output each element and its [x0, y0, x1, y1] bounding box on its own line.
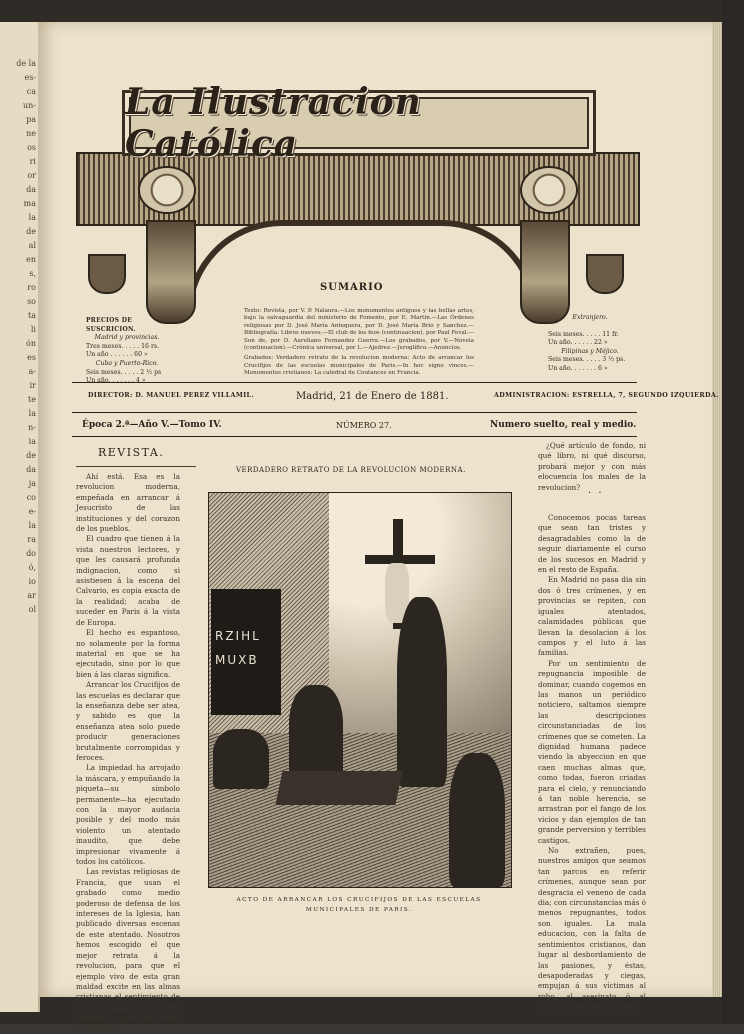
prices-right — [548, 314, 632, 374]
left-page-edge — [0, 22, 40, 1012]
left-page-text-fragment: ca — [26, 87, 36, 96]
left-page-text-fragment: en — [26, 255, 36, 264]
bracket-left — [146, 220, 196, 324]
left-page-text-fragment: n- — [28, 423, 36, 432]
gothic-arch — [186, 220, 538, 316]
left-page-text-fragment: ta — [28, 311, 36, 320]
right-column — [538, 441, 646, 1013]
right-paragraph: Conocemos pocas tareas que sean tan tristes y desagradables como la de seguir diariamente el curso de los sucesos en Madrid y en el resto de España. — [538, 513, 646, 575]
pendant-left — [88, 254, 126, 294]
illustration-title: VERDADERO RETRATO DE LA REVOLUCION MODERNA. — [236, 466, 466, 474]
price-row: Un año. . . . . . . 4 » — [86, 377, 146, 385]
left-page-text-fragment: pa — [26, 115, 36, 124]
cuba-label: Cuba y Puerto-Rico. — [95, 359, 159, 367]
left-page-text-fragment: ro — [27, 283, 36, 292]
right-paragraph: Por un sentimiento de repugnancia imposible de dominar, cuando cogemos en las manos un periódico noticiero, saltamos siempre las descripciones circunstanciadas de los crímenes que se cometen. La dignidad humana padece viendo la abyeccion en que caen muchas almas que, como todas, fueron criadas para el cielo, y renunciando á tan noble herencia, se arrastran por el fango de los vicios y dan ejemplos de tan grande perversion y terribles castigos. — [538, 658, 646, 845]
issue-number: NÚMERO 27. — [336, 421, 392, 430]
left-page-text-fragment: ar — [27, 591, 36, 600]
left-page-text-fragment: es — [27, 353, 36, 362]
scan-margin — [722, 0, 744, 1024]
left-page-text-fragment: ri — [29, 157, 36, 166]
left-page-text-fragment: la — [28, 213, 36, 222]
masthead — [76, 60, 636, 250]
left-page-text-fragment: ra — [27, 535, 36, 544]
right-paragraph: En Madrid no pasa dia sin dos ó tres crímenes, y en provincias se repiten, con iguales atentados, calamidades públicas que llevan la desolacion á los campos y el luto á las familias. — [538, 575, 646, 658]
left-page-text-fragment: ir — [29, 381, 36, 390]
left-page-text-fragment: co — [26, 493, 36, 502]
director: DIRECTOR: D. MANUEL PEREZ VILLAMIL. — [88, 392, 254, 399]
left-page-text-fragment: ol — [28, 605, 36, 614]
prices-left — [86, 317, 168, 386]
revista-heading-rule — [76, 466, 196, 467]
left-page-text-fragment: un- — [22, 101, 36, 110]
price-row: Seis meses. . . . . 2 ½ ps — [86, 368, 162, 376]
left-page-text-fragment: ó, — [28, 563, 36, 572]
blackboard-text: RZIHL — [215, 629, 261, 643]
left-page-text-fragment: s, — [29, 269, 36, 278]
publication-title: La Ilustracion Católica — [125, 81, 422, 165]
prices-heading: PRECIOS DE SUSCRICION. — [86, 317, 136, 333]
sumario-grabados: Grabados: Verdadero retrato de la revolucion moderna: Acto de arrancar los Crucifijos de las escuelas municipales de Paris.—In hoc signo vinces.—Monumentos cristianos: La catedral de Coutances en Francia. — [244, 355, 474, 377]
left-page-text-fragment: de — [26, 451, 36, 460]
sumario-texto: Texto: Revista, por V. P. Nalaura.—Los monumentos antiguos y las bellas artes, bajo la salvaguardia del ministerio de Fomento, por E. Martin.—Las Órdenes religiosas por D. José María Antequera, por D. José María Brio y Sanchez.—Bibliografía: Libros nuevos.—El club de los feos (continuacion), por Paul Feval.—Son de, por D. Aureliano Fernandez Guerra.—Los grabados, por V.—Novela (continuacion).—Crónica universal, por L.—Ajedrez.—Jeroglífico.—Anuncios. — [244, 308, 474, 352]
issue-date: Madrid, 21 de Enero de 1881. — [296, 391, 449, 402]
left-page-text-fragment: so — [27, 297, 36, 306]
left-page-text-fragment: da — [26, 185, 36, 194]
left-page-text-fragment: ma — [23, 199, 36, 208]
medallion-left — [138, 166, 196, 214]
madrid-label: Madrid y provincias. — [94, 334, 160, 342]
left-page-text-fragment: a- — [28, 367, 36, 376]
price-row: Tres meses. . . . . 16 rs. — [86, 342, 160, 350]
left-page-text-fragment: os — [27, 143, 36, 152]
left-page-text-fragment: li — [30, 325, 36, 334]
left-page-text-fragment: e- — [28, 507, 36, 516]
left-page-text-fragment: es- — [24, 73, 36, 82]
section-divider-dots: · · — [588, 488, 604, 499]
rule-middle — [72, 412, 637, 413]
left-page-text-fragment: ja — [28, 479, 36, 488]
administracion: ADMINISTRACION: ESTRELLA, 7, SEGUNDO IZQUIERDA. — [494, 392, 719, 399]
price-row: Seis meses. . . . . 11 fr. — [548, 330, 619, 338]
revista-paragraph: La impiedad ha arrojado la máscara, y empuñando la piqueta—su símbolo permanente—ha ejecutado con la mayor audacia posible y del modo más violento un atentado inaudito, que debe impresionar vivamente á todos los católicos. — [76, 763, 180, 867]
rule-top — [72, 382, 637, 383]
left-page-text-fragment: de — [26, 227, 36, 236]
left-page-text-fragment: al — [28, 241, 36, 250]
price-row: Un año. . . . . . 22 » — [548, 339, 608, 347]
rule-bottom — [72, 436, 637, 437]
teacher-desk — [275, 771, 402, 805]
pendant-right — [586, 254, 624, 294]
revista-paragraph: El cuadro que tienen á la vista nuestros lectores, y que les causará profunda indignacion, como si asistiesen á la escena del Calvario, es copia exacta de la realidad; acaba de suceder en Paris á la vista de Europa. — [76, 534, 180, 627]
left-page-text-fragment: or — [27, 171, 36, 180]
illustration-caption: ACTO DE ARRANCAR LOS CRUCIFIJOS DE LAS ESCUELAS MUNICIPALES DE PARIS. — [236, 897, 482, 913]
revista-paragraph: Arrancar los Crucifijos de las escuelas es declarar que la enseñanza debe ser atea, y sabido es que la enseñanza atea solo puede producir generaciones brutalmente corrompidas y feroces. — [76, 680, 180, 762]
price-row: Seis meses. . . . . 3 ½ ps. — [548, 356, 626, 364]
sumario-text — [244, 308, 474, 381]
revista-heading: REVISTA. — [98, 446, 165, 459]
left-page-text-fragment: de la — [16, 59, 36, 68]
man-on-ladder — [397, 597, 447, 787]
left-page-text-fragment: do — [26, 549, 36, 558]
extranjero-label: Extranjero. — [572, 314, 608, 321]
bracket-right — [520, 220, 570, 324]
title-band — [122, 81, 596, 165]
left-page-text-fragment: la — [28, 521, 36, 530]
left-page-text-fragment: ia — [28, 437, 36, 446]
page-stack-edge — [712, 22, 722, 997]
left-page-text-fragment: io — [28, 577, 36, 586]
left-page-text-fragment: la — [28, 409, 36, 418]
left-page-text-fragment: da — [26, 465, 36, 474]
filipinas-label: Filipinas y Méjico. — [561, 347, 619, 355]
engraving-illustration — [208, 492, 512, 888]
medallion-right — [520, 166, 578, 214]
left-page-text-fragment: ón — [26, 339, 36, 348]
man-pointing — [289, 685, 343, 781]
left-page-text-fragment: te — [28, 395, 36, 404]
engraving-blackboard — [211, 589, 281, 715]
man-right — [449, 753, 505, 887]
blackboard-text: MUXB — [215, 653, 259, 667]
numero-suelto: Numero suelto, real y medio. — [490, 420, 637, 430]
children-group — [213, 729, 269, 789]
right-intro: ¿Qué artículo de fondo, ni qué libro, ni qué discurso, probará mejor y con más elocuencia los males de la revolucion? — [538, 441, 646, 492]
revista-paragraph: Ahí está. Esa es la revolucion moderna, empeñada en arrancar á Jesucristo de las instituciones y del corazon de los pueblos. — [76, 472, 180, 534]
price-row: Un año . . . . . . 60 » — [86, 351, 148, 359]
revista-paragraph: Las revistas religiosas de Francia, que usan el grabado como medio poderoso de defensa de los intereses de la Iglesia, han publicado diversas escenas de este atentado. Nosotros hemos escogido el que mejor retrata á la revolucion, para que el ejemplo vivo de esta gran maldad excite en las almas cristianas el sentimiento de la fé ultrajada y promueva saludable accion en todos los buenos. — [76, 867, 180, 1033]
epoca: Época 2.ª—Año V.—Tomo IV. — [82, 420, 222, 430]
price-row: Un año. . . . . . . 6 » — [548, 364, 608, 372]
left-page-text-fragment: ne — [26, 129, 36, 138]
sumario-heading: SUMARIO — [320, 282, 384, 293]
right-paragraph: No extrañen, pues, nuestros amigos que seamos tan parcos en referir crímenes, aunque sean por desgracia el veneno de cada dia; con circunstancias más ó menos repugnantes, todos son iguales. La mala educacion, con la falta de sentimientos cristianos, dan lugar al desbordamiento de las pasiones, y éstas, desapoderadas y ciegas, empujan á sus víctimas al robo, al asesinato ó al suicidio. Siempre lo mismo. — [538, 846, 646, 1012]
revista-column — [76, 472, 180, 1034]
revista-paragraph: El hecho es espantoso, no solamente por la forma material en que se ha ejecutado, sino por lo que bien á las claras significa. — [76, 628, 180, 679]
